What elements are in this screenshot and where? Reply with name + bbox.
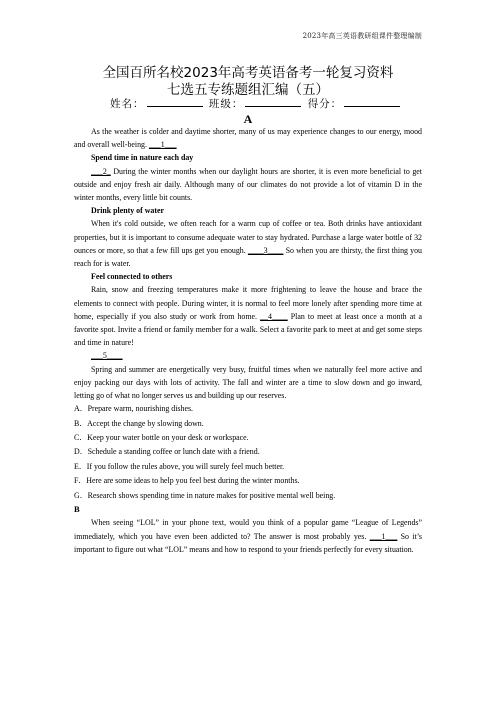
subheading-nature: Spend time in nature each day — [91, 153, 194, 163]
paragraph-water — [74, 217, 422, 270]
score-label: 得分： — [307, 98, 343, 110]
section-a-heading: A — [243, 112, 253, 126]
paragraph-lol-text-a: When seeing “LOL” in your phone text, would you think of a popular game “League of Legends” immediately, which you have even been addicted to? The answer is most probably yes. — [74, 518, 422, 541]
paragraph-water-text-a: When it's cold outside, we often reach for a warm cup of coffee or tea. Both drinks have antioxidant properties, but it is important to consume adequate water to stay hydrated. Purchase a large water bottle of 32 ounces or more, so that a few fill ups get you enough. — [74, 219, 422, 255]
paragraph-seasons: Spring and summer are energetically very busy, fruitful times when we naturally feel more active and enjoy packing our days with lots of activity. The fall and winter are a time to slow down and go inward, letting go of what no longer serves us and building up our reserves. — [74, 364, 422, 401]
blank-3: ____3____ — [247, 245, 284, 255]
option-a: A．Prepare warm, nourishing dishes. — [74, 404, 193, 414]
name-label: 姓名： — [110, 98, 145, 110]
option-g: G．Research shows spending time in nature makes for positive mental well being. — [74, 490, 336, 500]
paragraph-connected-text-b: Plan to meet at least once a month at a favorite spot. Invite a friend or family member for a walk. Select a favorite park to meet at and get some steps and time in nature! — [74, 311, 422, 348]
paragraph-nature-text: During the winter months when our daylight hours are shorter, it is even more beneficial to get outside and enjoy fresh air daily. Although many of our climates do not provide a lot of vitamin D in the winter months, every little bit counts. — [74, 166, 422, 203]
intro-paragraph — [74, 125, 422, 151]
passage-body — [74, 125, 422, 556]
paragraph-connected-text-a: Rain, snow and freezing temperatures make it more frightening to leave the house and brace the elements to connect with people. During winter, it is normal to feel more lonely after spending more time at home, especially if you also study or work from home. — [74, 285, 422, 321]
paragraph-lol — [74, 516, 422, 556]
document-title: 全国百所名校2023年高考英语备考一轮复习资料 — [102, 65, 394, 81]
section-b-heading: B — [74, 504, 80, 515]
name-blank — [147, 97, 203, 107]
blank-5: ___5____ — [91, 351, 123, 361]
student-info-row — [110, 96, 402, 111]
option-e: E．If you follow the rules above, you will surely feel much better. — [74, 461, 285, 471]
document-subtitle: 七选五专练题组汇编（五） — [167, 82, 329, 98]
blank-2: ___2_ — [91, 166, 111, 176]
option-d: D．Schedule a standing coffee or lunch date with a friend. — [74, 447, 260, 457]
options-list — [74, 402, 422, 503]
paragraph-nature — [74, 165, 422, 205]
blank-5-line — [74, 349, 422, 362]
subheading-connected: Feel connected to others — [91, 272, 173, 282]
paragraph-lol-text-b: So it’s important to figure out what “LOL” means and how to respond to your friends perfectly for every situation. — [74, 531, 422, 554]
class-label: 班级： — [208, 98, 244, 110]
option-b: B．Accept the change by slowing down. — [74, 418, 204, 428]
paragraph-connected — [74, 283, 422, 349]
option-f: F．Here are some ideas to help you feel best during the winter months. — [74, 476, 300, 486]
subheading-water: Drink plenty of water — [91, 206, 164, 216]
option-c: C．Keep your water bottle on your desk or workspace. — [74, 433, 249, 443]
score-blank — [344, 97, 400, 107]
paragraph-water-text-b: So when you are thirsty, the first thing you reach for is water. — [74, 245, 422, 269]
class-blank — [245, 97, 301, 107]
header-note: 2023年高三英语教研组课件整理编制 — [302, 32, 422, 40]
intro-text: As the weather is colder and daytime shorter, many of us may experience changes to our energy, mood and overall well-being. — [74, 127, 422, 150]
blank-b1: ___1___ — [369, 531, 398, 541]
blank-4: __4____ — [260, 311, 288, 321]
blank-1: ___1___ — [148, 140, 177, 150]
